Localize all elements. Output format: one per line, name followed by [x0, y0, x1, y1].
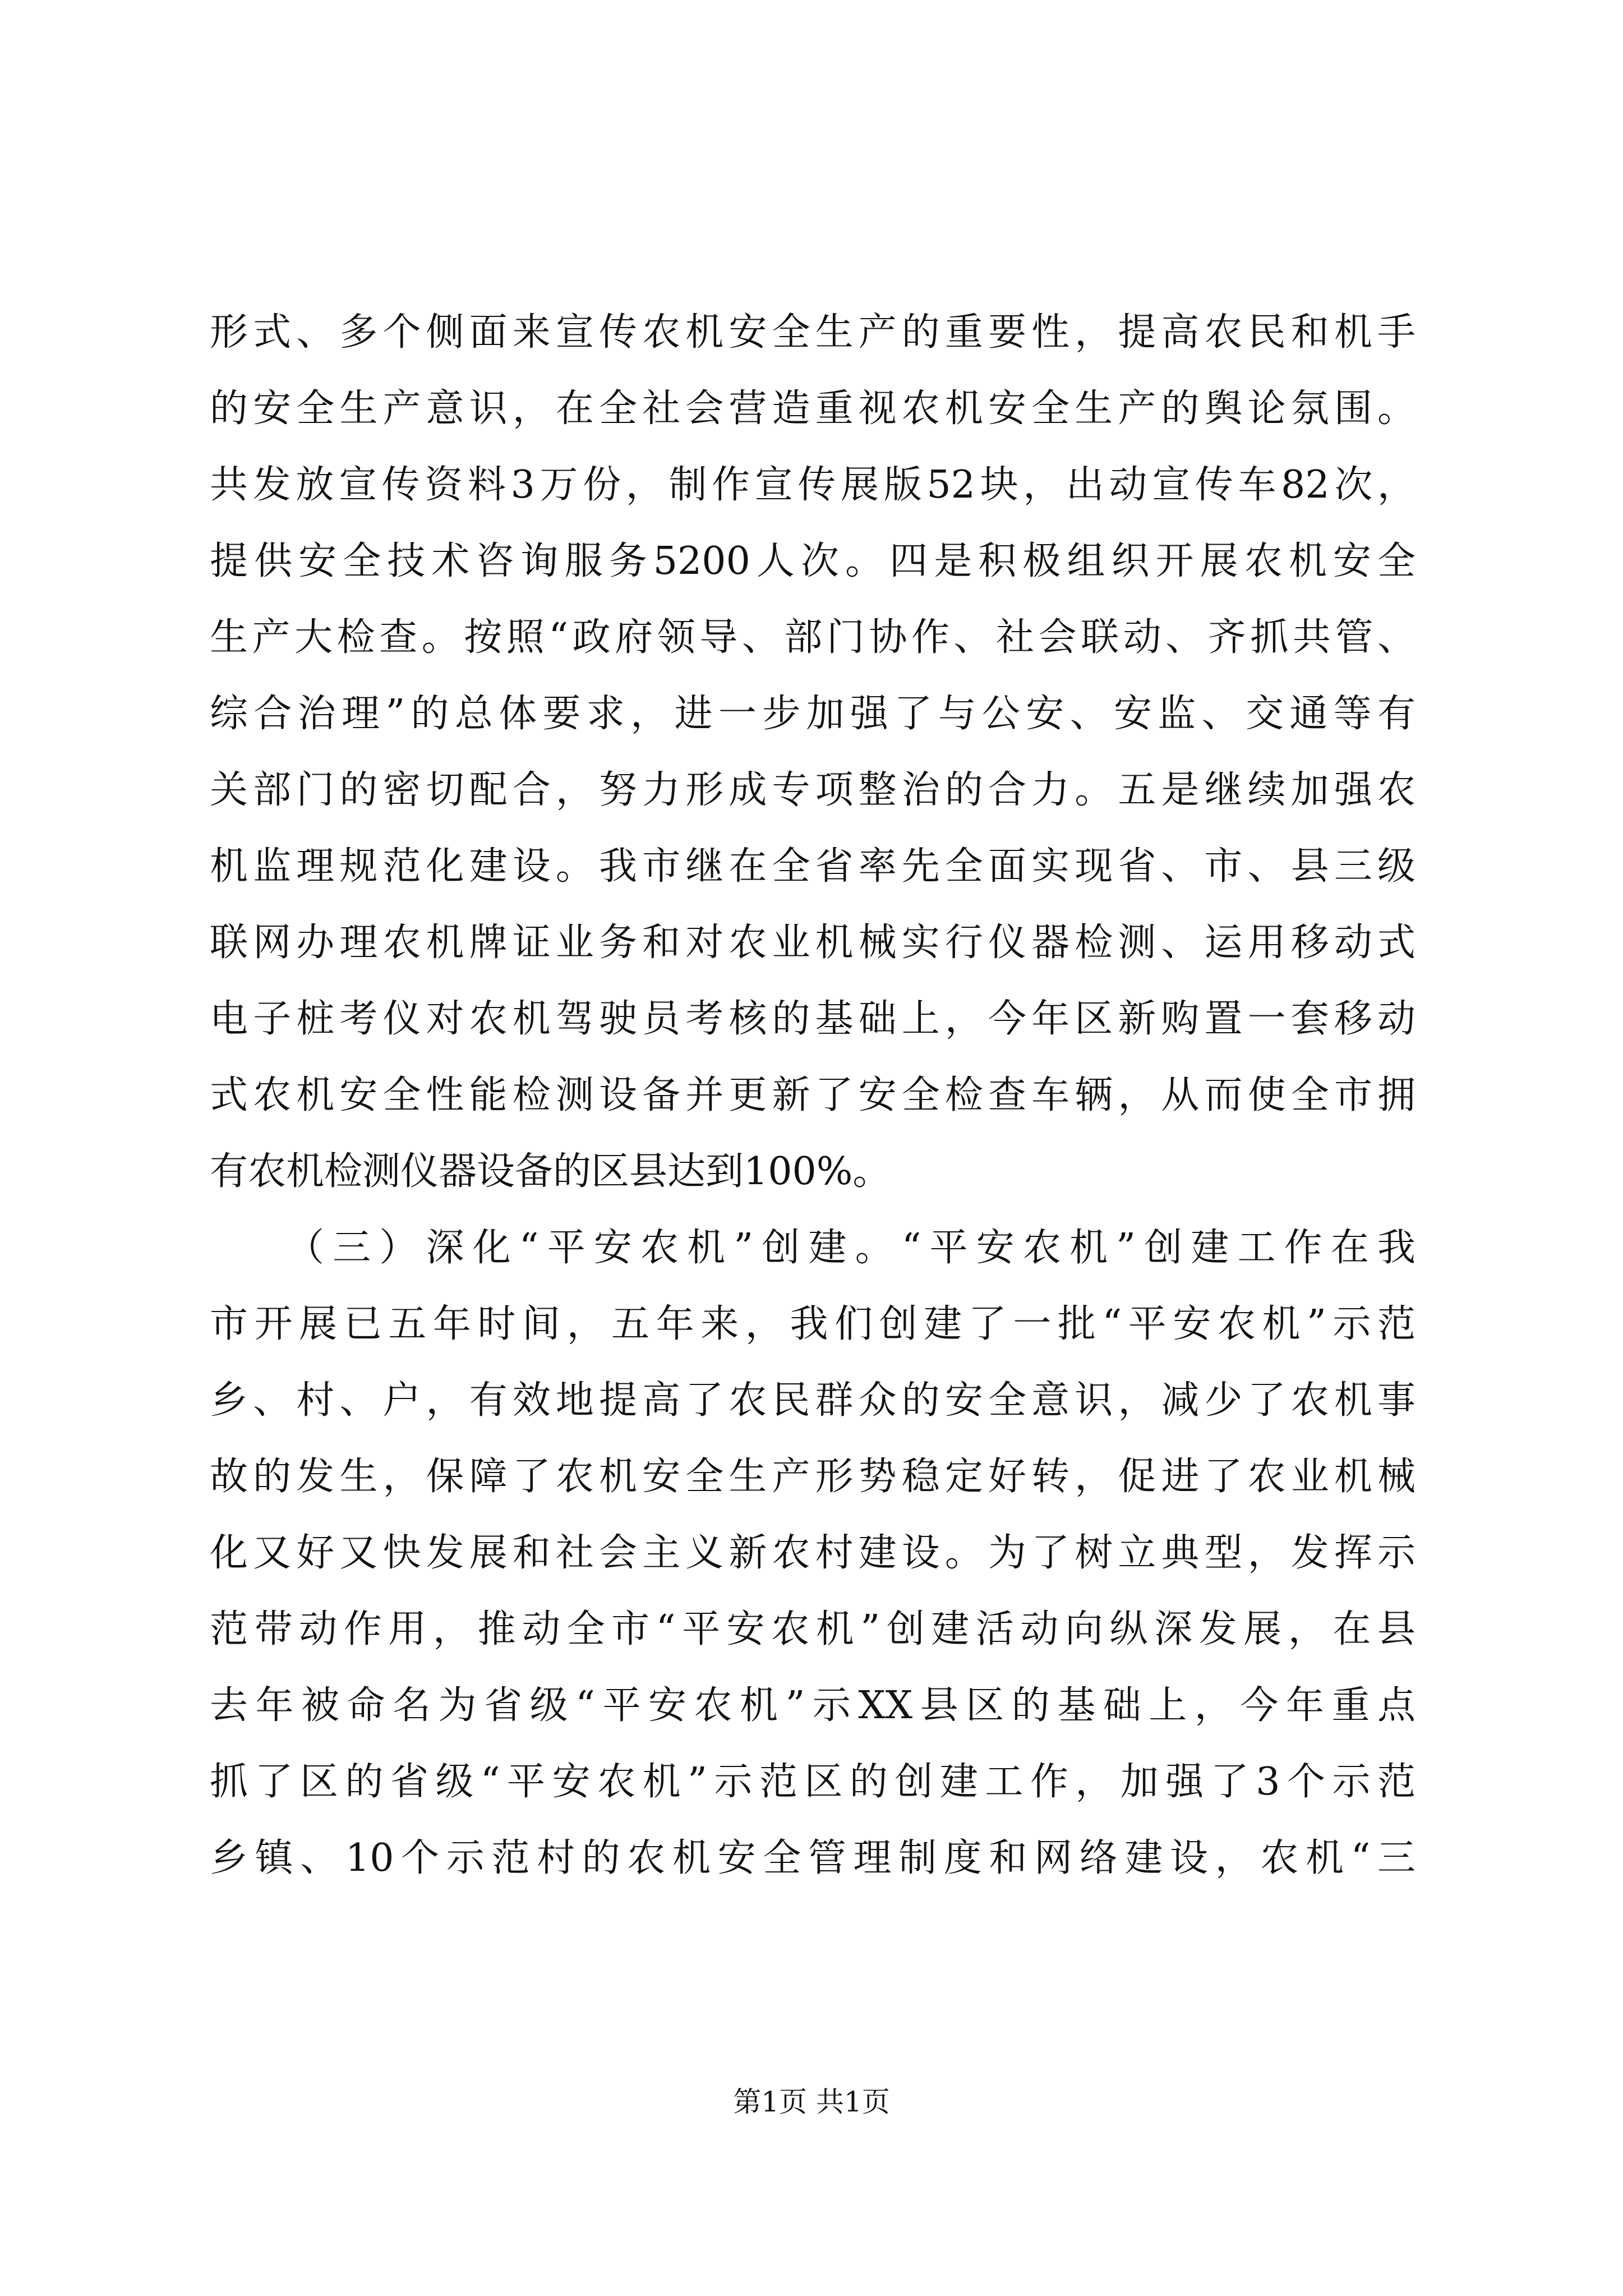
section-heading-line: （三）深化“平安农机”创建。“平安农机”创建工作在我 [286, 1226, 1415, 1270]
paragraph-end-line: 有农机检测仪器设备的区县达到100%。 [210, 1149, 891, 1194]
text-line: 范带动作用，推动全市“平安农机”创建活动向纵深发展，在县 [210, 1607, 1415, 1651]
body-text [210, 295, 1415, 1897]
text-line: 电子桩考仪对农机驾驶员考核的基础上，今年区新购置一套移动 [210, 997, 1415, 1041]
text-line: 化又好又快发展和社会主义新农村建设。为了树立典型，发挥示 [210, 1531, 1415, 1575]
text-line: 抓了区的省级“平安农机”示范区的创建工作，加强了3个示范 [210, 1760, 1415, 1804]
text-line: 乡、村、户，有效地提高了农民群众的安全意识，减少了农机事 [210, 1378, 1415, 1423]
text-line: 生产大检查。按照“政府领导、部门协作、社会联动、齐抓共管、 [210, 615, 1415, 660]
text-line: 去年被命名为省级“平安农机”示XX县区的基础上，今年重点 [210, 1683, 1415, 1728]
text-line: 共发放宣传资料3万份，制作宣传展版52块，出动宣传车82次， [210, 463, 1415, 507]
text-line: 市开展已五年时间，五年来，我们创建了一批“平安农机”示范 [210, 1302, 1415, 1346]
text-line: 乡镇、10个示范村的农机安全管理制度和网络建设，农机“三 [210, 1836, 1415, 1880]
text-line: 关部门的密切配合，努力形成专项整治的合力。五是继续加强农 [210, 768, 1415, 812]
text-line: 式农机安全性能检测设备并更新了安全检查车辆，从而使全市拥 [210, 1073, 1415, 1117]
text-line: 联网办理农机牌证业务和对农业机械实行仪器检测、运用移动式 [210, 921, 1415, 965]
text-line: 综合治理”的总体要求，进一步加强了与公安、安监、交通等有 [210, 692, 1415, 736]
page-footer [0, 2082, 1623, 2122]
text-line: 故的发生，保障了农机安全生产形势稳定好转，促进了农业机械 [210, 1455, 1415, 1499]
page-number-label: 第1页 共1页 [733, 2086, 890, 2118]
text-line: 提供安全技术咨询服务5200人次。四是积极组织开展农机安全 [210, 539, 1415, 583]
text-line: 机监理规范化建设。我市继在全省率先全面实现省、市、县三级 [210, 844, 1415, 889]
text-line: 的安全生产意识，在全社会营造重视农机安全生产的舆论氛围。 [210, 386, 1415, 431]
text-line: 形式、多个侧面来宣传农机安全生产的重要性，提高农民和机手 [210, 310, 1415, 355]
